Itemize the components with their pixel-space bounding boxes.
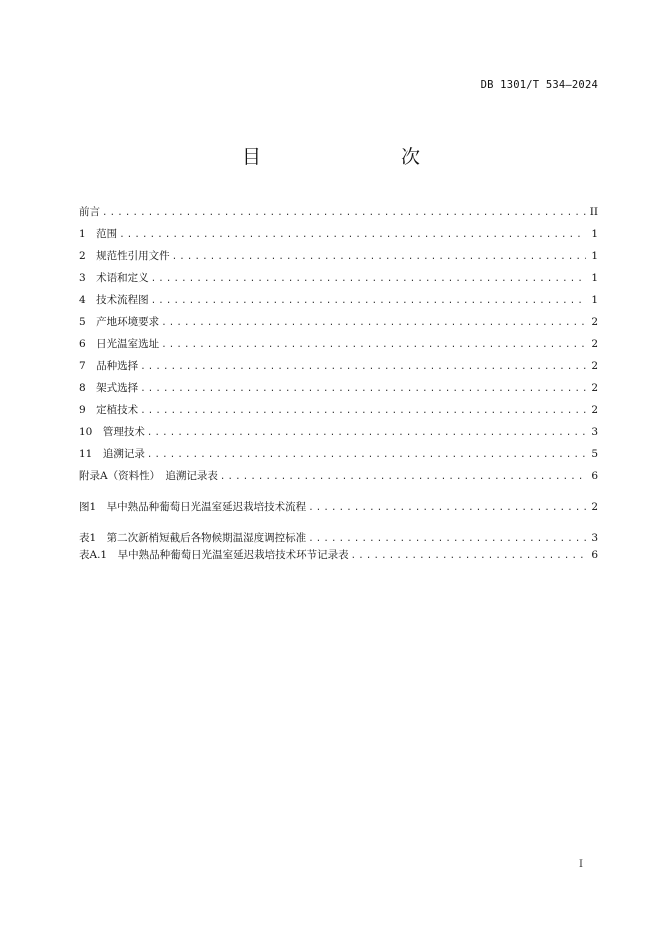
toc-entry-10[interactable] xyxy=(79,421,598,443)
toc-entry-label: 6 日光温室选址 xyxy=(79,338,160,350)
standard-code: DB 1301/T 534—2024 xyxy=(480,79,598,91)
dot-leader xyxy=(220,466,586,488)
toc-entry-3[interactable] xyxy=(79,267,598,289)
dot-leader xyxy=(351,545,586,567)
toc-entry-4[interactable] xyxy=(79,289,598,311)
dot-leader xyxy=(140,400,586,422)
toc-entry-label: 7 品种选择 xyxy=(79,360,139,372)
toc-figure-1[interactable] xyxy=(79,496,598,518)
toc-entry-6[interactable] xyxy=(79,333,598,355)
dot-leader xyxy=(308,497,586,519)
toc-entry-2[interactable] xyxy=(79,245,598,267)
dot-leader xyxy=(151,290,586,312)
toc-entry-label: 9 定植技术 xyxy=(79,404,139,416)
toc-entry-label: 附录A（资料性） 追溯记录表 xyxy=(79,470,218,482)
toc-table-page: 3 xyxy=(591,532,598,544)
toc-entry-page: 2 xyxy=(591,360,598,372)
toc-entry-label: 2 规范性引用文件 xyxy=(79,250,170,262)
dot-leader xyxy=(102,202,586,224)
dot-leader xyxy=(140,356,586,378)
toc-entry-label: 11 追溯记录 xyxy=(79,448,145,460)
toc-entry-page: 5 xyxy=(591,448,598,460)
toc-table-label: 表1 第二次新梢短截后各物候期温湿度调控标准 xyxy=(79,532,307,544)
toc-entry-page: 2 xyxy=(591,404,598,416)
toc-entry-label: 3 术语和定义 xyxy=(79,272,149,284)
toc-entry-appendix-a[interactable] xyxy=(79,465,598,487)
toc-entry-label: 8 架式选择 xyxy=(79,382,139,394)
toc-entry-page: II xyxy=(589,206,598,218)
toc-table-a1[interactable] xyxy=(79,544,598,566)
toc-entry-label: 5 产地环境要求 xyxy=(79,316,160,328)
dot-leader xyxy=(140,378,586,400)
dot-leader xyxy=(147,444,586,466)
toc-entry-page: 1 xyxy=(591,294,598,306)
dot-leader xyxy=(161,334,586,356)
dot-leader xyxy=(151,268,586,290)
toc-entry-page: 2 xyxy=(591,338,598,350)
toc-figure-label: 图1 早中熟品种葡萄日光温室延迟栽培技术流程 xyxy=(79,501,307,513)
toc-entry-1[interactable] xyxy=(79,223,598,245)
toc-entry-9[interactable] xyxy=(79,399,598,421)
toc-entry-11[interactable] xyxy=(79,443,598,465)
toc-entry-page: 2 xyxy=(591,316,598,328)
toc-entry-page: 3 xyxy=(591,426,598,438)
toc-entry-label: 10 管理技术 xyxy=(79,426,145,438)
dot-leader xyxy=(147,422,586,444)
dot-leader xyxy=(161,312,586,334)
toc-entry-label: 1 范围 xyxy=(79,228,118,240)
dot-leader xyxy=(119,224,586,246)
toc-entry-label: 4 技术流程图 xyxy=(79,294,149,306)
toc-table-page: 6 xyxy=(591,549,598,561)
page-number: I xyxy=(579,859,583,870)
page-title: 目 次 xyxy=(241,146,454,168)
toc-entry-page: 6 xyxy=(591,470,598,482)
spacer xyxy=(79,518,598,527)
table-of-contents xyxy=(79,201,598,566)
toc-entry-8[interactable] xyxy=(79,377,598,399)
spacer xyxy=(79,487,598,496)
dot-leader xyxy=(172,246,586,268)
toc-table-label: 表A.1 早中熟品种葡萄日光温室延迟栽培技术环节记录表 xyxy=(79,549,349,561)
toc-entry-7[interactable] xyxy=(79,355,598,377)
toc-entry-label: 前言 xyxy=(79,206,100,218)
toc-figure-page: 2 xyxy=(591,501,598,513)
toc-entry-5[interactable] xyxy=(79,311,598,333)
toc-entry-foreword[interactable] xyxy=(79,201,598,223)
toc-entry-page: 1 xyxy=(591,228,598,240)
toc-entry-page: 2 xyxy=(591,382,598,394)
toc-entry-page: 1 xyxy=(591,272,598,284)
toc-entry-page: 1 xyxy=(591,250,598,262)
